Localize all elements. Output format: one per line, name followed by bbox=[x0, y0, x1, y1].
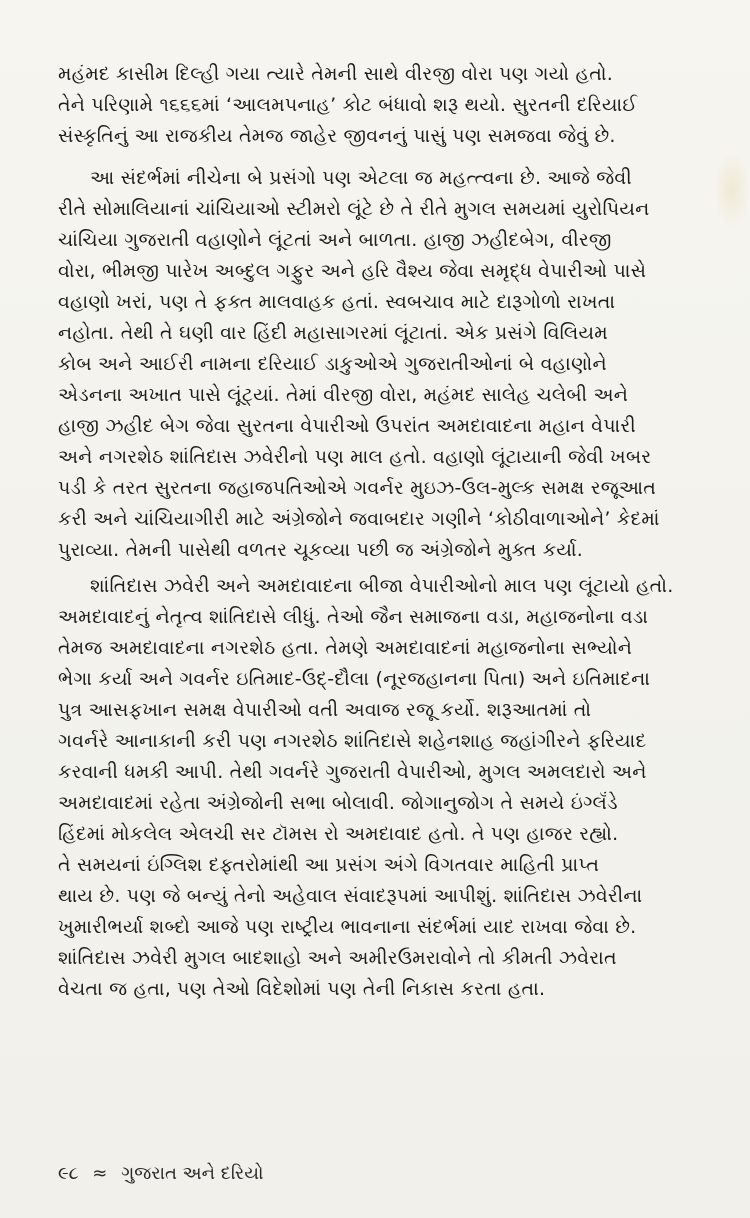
text-line: રીતે સોમાલિયાનાં ચાંચિયાઓ સ્ટીમરો લૂંટે છે તે રીતે મુગલ સમયમાં યુરોપિયન bbox=[58, 198, 650, 220]
text-line: મહંમદ કાસીમ દિલ્હી ગયા ત્યારે તેમની સાથે વીરજી વોરા પણ ગયો હતો. bbox=[58, 63, 613, 85]
text-line: પુત્ર આસફખાન સમક્ષ વેપારીઓ વતી અવાજ રજૂ કર્યો. શરૂઆતમાં તો bbox=[58, 699, 592, 721]
text-line: કોબ અને આઈરી નામના દરિયાઈ ડાકુઓએ ગુજરાતીઓનાં બે વહાણોને bbox=[58, 353, 607, 375]
paper-stain bbox=[714, 150, 750, 230]
text-line: અમદાવાદમાં રહેતા અંગ્રેજોની સભા બોલાવી. જોગાનુજોગ તે સમયે ઇંગ્લૅંડે bbox=[58, 792, 618, 814]
text-line: અમદાવાદનું નેતૃત્વ શાંતિદાસે લીધું. તેઓ જૈન સમાજના વડા, મહાજનોના વડા bbox=[58, 606, 649, 628]
text-line: શાંતિદાસ ઝવેરી મુગલ બાદશાહો અને અમીરઉમરાવોને તો કીમતી ઝવેરાત bbox=[58, 947, 617, 969]
text-line: ભેગા કર્યા અને ગવર્નર ઇતિમાદ-ઉદ્-દૌલા (નૂરજહાનના પિતા) અને ઇતિમાદના bbox=[58, 668, 651, 690]
paragraph-start-line: આ સંદર્ભમાં નીચેના બે પ્રસંગો પણ એટલા જ મહત્ત્વના છે. આજે જેવી bbox=[90, 167, 632, 189]
text-line: થાય છે. પણ જે બન્યું તેનો અહેવાલ સંવાદરૂપમાં આપીશું. શાંતિદાસ ઝવેરીના bbox=[58, 885, 643, 907]
text-line: એડનના અખાત પાસે લૂંટ્યાં. તેમાં વીરજી વોરા, મહંમદ સાલેહ ચલેબી અને bbox=[58, 384, 629, 406]
book-title: ગુજરાત અને દરિયો bbox=[121, 1163, 264, 1184]
text-line: હાજી ઝહીદ બેગ જેવા સુરતના વેપારીઓ ઉપરાંત અમદાવાદના મહાન વેપારી bbox=[58, 415, 636, 437]
text-line: વેચતા જ હતા, પણ તેઓ વિદેશોમાં પણ તેની નિકાસ કરતા હતા. bbox=[58, 978, 546, 1000]
text-line: તેમજ અમદાવાદના નગરશેઠ હતા. તેમણે અમદાવાદનાં મહાજનોના સભ્યોને bbox=[58, 637, 633, 659]
page-number: ૯૮ bbox=[58, 1163, 79, 1184]
text-line: પડી કે તરત સુરતના જહાજપતિઓએ ગવર્નર મુઇઝ-ઉલ-મુલ્ક સમક્ષ રજૂઆત bbox=[58, 477, 657, 499]
text-line: વોરા, ભીમજી પારેખ અબ્દુલ ગફુર અને હરિ વૈશ્ય જેવા સમૃદ્ધ વેપારીઓ પાસે bbox=[58, 260, 647, 282]
text-line: કરવાની ધમકી આપી. તેથી ગવર્નરે ગુજરાતી વેપારીઓ, મુગલ અમલદારો અને bbox=[58, 761, 647, 783]
text-line: સંસ્કૃતિનું આ રાજકીય તેમજ જાહેર જીવનનું પાસું પણ સમજવા જેવું છે. bbox=[58, 125, 616, 147]
text-line: તે સમયનાં ઇંગ્લિશ દફ્તરોમાંથી આ પ્રસંગ અંગે વિગતવાર માહિતી પ્રાપ્ત bbox=[58, 854, 600, 876]
page-footer bbox=[58, 1160, 271, 1188]
text-line: તેને પરિણામે ૧૬૬૬માં ‘આલમપનાહ’ કોટ બંધાવો શરૂ થયો. સુરતની દરિયાઈ bbox=[58, 94, 638, 116]
text-line: કરી અને ચાંચિયાગીરી માટે અંગ્રેજોને જવાબદાર ગણીને ‘કોઠીવાળાઓને’ કેદમાં bbox=[58, 508, 660, 530]
paragraph-start-line: શાંતિદાસ ઝવેરી અને અમદાવાદના બીજા વેપારીઓનો માલ પણ લૂંટાયો હતો. bbox=[90, 575, 674, 597]
text-line: ચાંચિયા ગુજરાતી વહાણોને લૂંટતાં અને બાળતા. હાજી ઝહીદબેગ, વીરજી bbox=[58, 229, 612, 251]
text-line: ખુમારીભર્યા શબ્દો આજે પણ રાષ્ટ્રીય ભાવનાના સંદર્ભમાં યાદ રાખવા જેવા છે. bbox=[58, 916, 637, 938]
text-line: વહાણો ખરાં, પણ તે ફક્ત માલવાહક હતાં. સ્વબચાવ માટે દારૂગોળો રાખતા bbox=[58, 291, 616, 313]
text-line: પુરાવ્યા. તેમની પાસેથી વળતર ચૂકવ્યા પછી જ અંગ્રેજોને મુક્ત કર્યા. bbox=[58, 539, 583, 561]
text-line: અને નગરશેઠ શાંતિદાસ ઝવેરીનો પણ માલ હતો. વહાણો લૂંટાયાની જેવી ખબર bbox=[58, 446, 652, 468]
text-line: ગવર્નરે આનાકાની કરી પણ નગરશેઠ શાંતિદાસે શહેનશાહ જહાંગીરને ફરિયાદ bbox=[58, 730, 647, 752]
separator-glyph: ≈ bbox=[92, 1163, 108, 1184]
text-line: હિંદમાં મોકલેલ એલચી સર ટૉમસ રો અમદાવાદ હતો. તે પણ હાજર રહ્યો. bbox=[58, 823, 619, 845]
text-line: નહોતા. તેથી તે ઘણી વાર હિંદી મહાસાગરમાં લૂંટાતાં. એક પ્રસંગે વિલિયમ bbox=[58, 322, 608, 344]
